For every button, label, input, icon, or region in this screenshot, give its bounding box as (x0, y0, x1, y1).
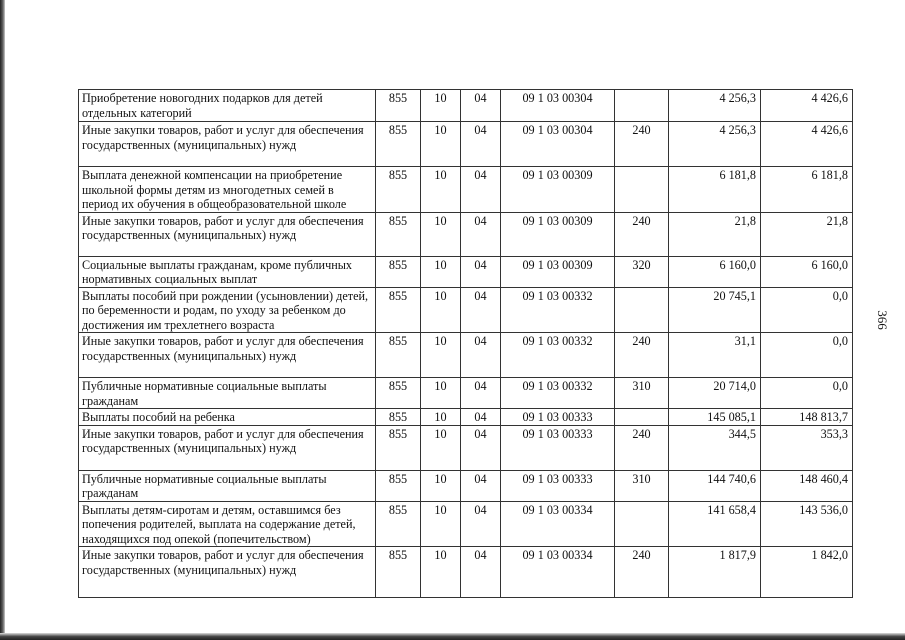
subsection-code: 04 (461, 256, 501, 287)
subsection-code: 04 (461, 547, 501, 598)
section-code: 10 (421, 501, 461, 547)
subsection-code: 04 (461, 425, 501, 470)
expense-type-code (615, 90, 669, 122)
table-row (79, 425, 853, 470)
target-article-code: 09 1 03 00309 (501, 167, 615, 213)
section-code: 10 (421, 333, 461, 378)
target-article-code: 09 1 03 00304 (501, 90, 615, 122)
amount-year-1: 4 256,3 (669, 90, 761, 122)
target-article-code: 09 1 03 00304 (501, 122, 615, 167)
subsection-code: 04 (461, 122, 501, 167)
row-name: Иные закупки товаров, работ и услуг для обеспечения государственных (муниципальных) нужд (79, 547, 376, 598)
table-row (79, 547, 853, 598)
subsection-code: 04 (461, 167, 501, 213)
amount-year-1: 145 085,1 (669, 409, 761, 426)
section-code: 10 (421, 256, 461, 287)
target-article-code: 09 1 03 00334 (501, 547, 615, 598)
row-name: Иные закупки товаров, работ и услуг для обеспечения государственных (муниципальных) нужд (79, 333, 376, 378)
table-row (79, 287, 853, 333)
row-name: Иные закупки товаров, работ и услуг для обеспечения государственных (муниципальных) нужд (79, 425, 376, 470)
amount-year-1: 144 740,6 (669, 470, 761, 501)
section-code: 10 (421, 90, 461, 122)
amount-year-2: 4 426,6 (761, 90, 853, 122)
expense-type-code (615, 167, 669, 213)
subsection-code: 04 (461, 212, 501, 256)
section-code: 10 (421, 378, 461, 409)
amount-year-2: 0,0 (761, 333, 853, 378)
ved-code: 855 (376, 409, 421, 426)
section-code: 10 (421, 287, 461, 333)
section-code: 10 (421, 547, 461, 598)
ved-code: 855 (376, 167, 421, 213)
amount-year-2: 4 426,6 (761, 122, 853, 167)
subsection-code: 04 (461, 90, 501, 122)
amount-year-1: 141 658,4 (669, 501, 761, 547)
scan-edge (0, 0, 5, 640)
target-article-code: 09 1 03 00333 (501, 409, 615, 426)
amount-year-1: 4 256,3 (669, 122, 761, 167)
expense-type-code: 240 (615, 547, 669, 598)
row-name: Иные закупки товаров, работ и услуг для обеспечения государственных (муниципальных) нужд (79, 212, 376, 256)
amount-year-2: 21,8 (761, 212, 853, 256)
section-code: 10 (421, 122, 461, 167)
amount-year-2: 148 813,7 (761, 409, 853, 426)
amount-year-1: 1 817,9 (669, 547, 761, 598)
table-row (79, 256, 853, 287)
subsection-code: 04 (461, 501, 501, 547)
amount-year-2: 0,0 (761, 287, 853, 333)
expense-type-code: 240 (615, 122, 669, 167)
ved-code: 855 (376, 256, 421, 287)
table-row (79, 501, 853, 547)
expense-type-code: 240 (615, 333, 669, 378)
table-row (79, 409, 853, 426)
target-article-code: 09 1 03 00334 (501, 501, 615, 547)
row-name: Публичные нормативные социальные выплаты гражданам (79, 470, 376, 501)
subsection-code: 04 (461, 287, 501, 333)
row-name: Выплаты пособий при рождении (усыновлении) детей, по беременности и родам, по уходу за ребенком до достижения им трехлетнего возраста (79, 287, 376, 333)
row-name: Публичные нормативные социальные выплаты гражданам (79, 378, 376, 409)
expense-type-code: 240 (615, 425, 669, 470)
amount-year-1: 6 160,0 (669, 256, 761, 287)
section-code: 10 (421, 212, 461, 256)
subsection-code: 04 (461, 333, 501, 378)
target-article-code: 09 1 03 00309 (501, 256, 615, 287)
row-name: Иные закупки товаров, работ и услуг для обеспечения государственных (муниципальных) нужд (79, 122, 376, 167)
section-code: 10 (421, 167, 461, 213)
target-article-code: 09 1 03 00332 (501, 287, 615, 333)
subsection-code: 04 (461, 409, 501, 426)
amount-year-2: 0,0 (761, 378, 853, 409)
amount-year-2: 6 181,8 (761, 167, 853, 213)
ved-code: 855 (376, 501, 421, 547)
ved-code: 855 (376, 470, 421, 501)
row-name: Выплата денежной компенсации на приобретение школьной формы детям из многодетных семей в период их обучения в общеобразовательной школе (79, 167, 376, 213)
amount-year-2: 1 842,0 (761, 547, 853, 598)
target-article-code: 09 1 03 00333 (501, 470, 615, 501)
ved-code: 855 (376, 212, 421, 256)
expense-type-code: 320 (615, 256, 669, 287)
table-row (79, 122, 853, 167)
amount-year-1: 20 745,1 (669, 287, 761, 333)
target-article-code: 09 1 03 00333 (501, 425, 615, 470)
ved-code: 855 (376, 90, 421, 122)
ved-code: 855 (376, 378, 421, 409)
ved-code: 855 (376, 287, 421, 333)
table-row (79, 212, 853, 256)
subsection-code: 04 (461, 378, 501, 409)
target-article-code: 09 1 03 00332 (501, 378, 615, 409)
scan-bottom-edge (0, 633, 905, 640)
table-row (79, 333, 853, 378)
expense-type-code: 240 (615, 212, 669, 256)
amount-year-1: 344,5 (669, 425, 761, 470)
table-row (79, 167, 853, 213)
table-row (79, 378, 853, 409)
expense-type-code: 310 (615, 470, 669, 501)
expense-type-code (615, 287, 669, 333)
ved-code: 855 (376, 122, 421, 167)
amount-year-2: 353,3 (761, 425, 853, 470)
row-name: Социальные выплаты гражданам, кроме публичных нормативных социальных выплат (79, 256, 376, 287)
subsection-code: 04 (461, 470, 501, 501)
amount-year-2: 143 536,0 (761, 501, 853, 547)
expense-type-code: 310 (615, 378, 669, 409)
amount-year-2: 6 160,0 (761, 256, 853, 287)
page-number: 366 (874, 310, 890, 330)
budget-table (78, 89, 853, 598)
section-code: 10 (421, 425, 461, 470)
ved-code: 855 (376, 425, 421, 470)
ved-code: 855 (376, 547, 421, 598)
expense-type-code (615, 501, 669, 547)
row-name: Выплаты пособий на ребенка (79, 409, 376, 426)
section-code: 10 (421, 409, 461, 426)
amount-year-2: 148 460,4 (761, 470, 853, 501)
amount-year-1: 21,8 (669, 212, 761, 256)
expense-type-code (615, 409, 669, 426)
target-article-code: 09 1 03 00332 (501, 333, 615, 378)
row-name: Выплаты детям-сиротам и детям, оставшимся без попечения родителей, выплата на содержание детей, находящихся под опекой (попечительством) (79, 501, 376, 547)
section-code: 10 (421, 470, 461, 501)
amount-year-1: 6 181,8 (669, 167, 761, 213)
amount-year-1: 31,1 (669, 333, 761, 378)
target-article-code: 09 1 03 00309 (501, 212, 615, 256)
table-row (79, 470, 853, 501)
row-name: Приобретение новогодних подарков для детей отдельных категорий (79, 90, 376, 122)
table-row (79, 90, 853, 122)
amount-year-1: 20 714,0 (669, 378, 761, 409)
ved-code: 855 (376, 333, 421, 378)
